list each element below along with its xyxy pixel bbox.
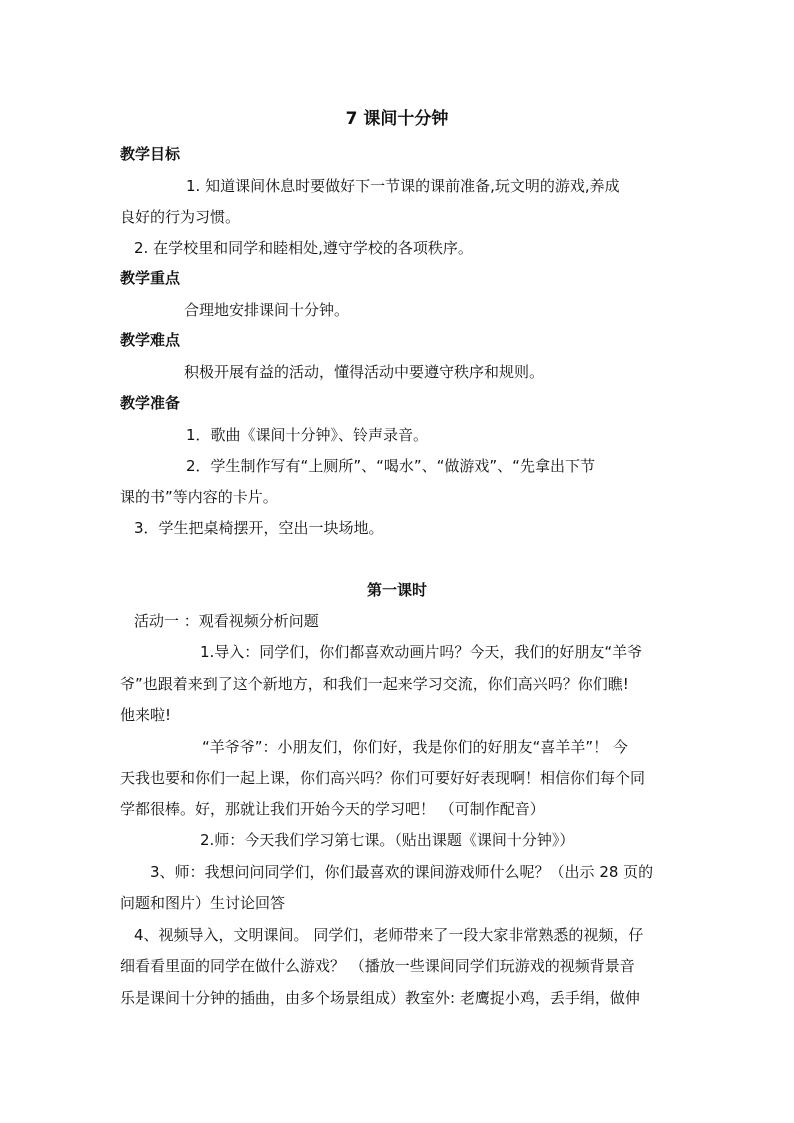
goals-item-1-line-1: 1. 知道课间休息时要做好下一节课的课前准备,玩文明的游戏,养成 bbox=[186, 177, 620, 195]
paragraph-2-line-3: 学都很棒。好，那就让我们开始今天的学习吧！ （可制作配音） bbox=[120, 800, 545, 818]
preparation-heading: 教学准备 bbox=[120, 394, 181, 412]
difficulties-text: 积极开展有益的活动，懂得活动中要遵守秩序和规则。 bbox=[184, 363, 545, 381]
activity-title: 活动一 ：观看视频分析问题 bbox=[134, 612, 319, 630]
paragraph-2-line-2: 天我也要和你们一起上课，你们高兴吗？你们可要好好表现啊！相信你们每个同 bbox=[120, 769, 646, 787]
preparation-item-2-line-2: 课的书”等内容的卡片。 bbox=[120, 488, 278, 506]
document-title: 7 课间十分钟 bbox=[345, 109, 449, 129]
key-points-heading: 教学重点 bbox=[120, 269, 181, 287]
paragraph-4-line-1: 3、师：我想问问同学们，你们最喜欢的课间游戏师什么呢？（出示 28 页的 bbox=[150, 863, 654, 881]
preparation-item-2-line-1: 2．学生制作写有“上厕所”、“喝水”、“做游戏”、“先拿出下节 bbox=[186, 457, 595, 475]
goals-item-2: 2. 在学校里和同学和睦相处,遵守学校的各项秩序。 bbox=[134, 239, 473, 257]
paragraph-2-line-1: “羊爷爷”：小朋友们，你们好，我是你们的好朋友“喜羊羊”！ 今 bbox=[202, 738, 628, 756]
difficulties-heading: 教学难点 bbox=[120, 331, 181, 349]
preparation-item-3: 3．学生把桌椅摆开，空出一块场地。 bbox=[134, 519, 384, 537]
key-points-text: 合理地安排课间十分钟。 bbox=[184, 301, 350, 319]
lesson-heading: 第一课时 bbox=[366, 581, 427, 599]
paragraph-5-line-2: 细看看里面的同学在做什么游戏？ （播放一些课间同学们玩游戏的视频背景音 bbox=[120, 957, 635, 975]
paragraph-1-line-2: 爷”也跟着来到了这个新地方，和我们一起来学习交流，你们高兴吗？你们瞧! bbox=[120, 675, 629, 693]
paragraph-1-line-1: 1.导入：同学们，你们都喜欢动画片吗？今天，我们的好朋友“羊爷 bbox=[200, 643, 643, 661]
paragraph-5-line-3: 乐是课间十分钟的插曲，由多个场景组成）教室外: 老鹰捉小鸡，丢手绢，做伸 bbox=[120, 989, 640, 1007]
paragraph-5-line-1: 4、视频导入，文明课间。 同学们，老师带来了一段大家非常熟悉的视频，仔 bbox=[134, 926, 644, 944]
goals-heading: 教学目标 bbox=[120, 145, 181, 163]
paragraph-4-line-2: 问题和图片）生讨论回答 bbox=[120, 894, 286, 912]
preparation-item-1: 1．歌曲《课间十分钟》、铃声录音。 bbox=[186, 426, 429, 444]
paragraph-1-line-3: 他来啦! bbox=[120, 706, 172, 724]
paragraph-3: 2.师：今天我们学习第七课。（贴出课题《课间十分钟》） bbox=[200, 831, 575, 849]
goals-item-1-line-2: 良好的行为习惯。 bbox=[120, 208, 241, 226]
